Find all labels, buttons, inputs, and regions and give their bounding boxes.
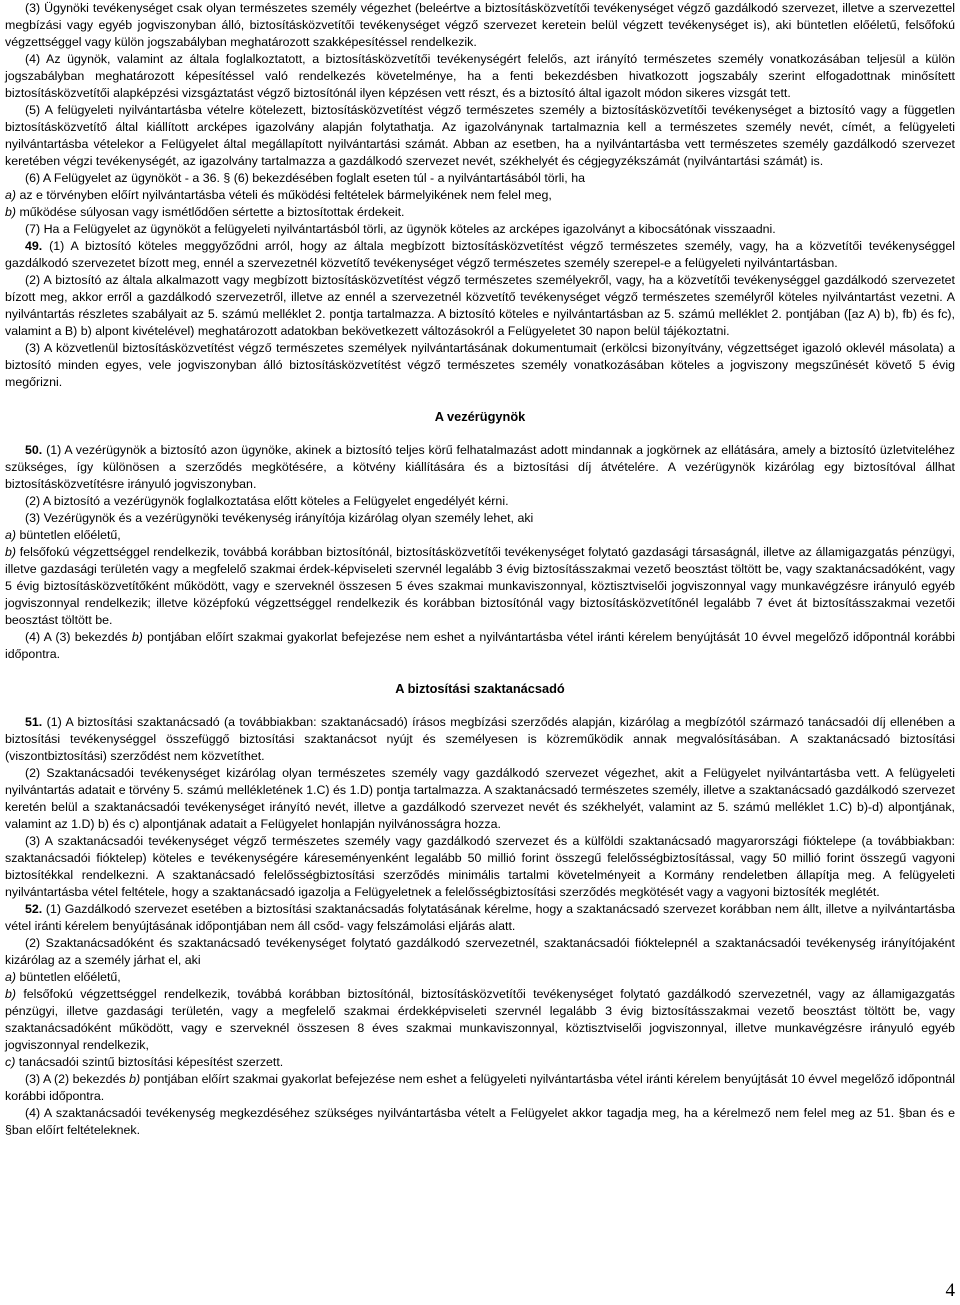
list-item-text: működése súlyosan vagy ismétlődően sértette a biztosítottak érdekeit. bbox=[16, 205, 405, 219]
paragraph bbox=[5, 1071, 955, 1105]
reference-label: b) bbox=[131, 630, 143, 644]
list-item-label: b) bbox=[5, 987, 17, 1001]
section-paragraph bbox=[5, 442, 955, 493]
section-text: (1) A biztosító köteles meggyőződni arról, hogy az általa megbízott biztosításközvetítést végző természetes személy, vagy, ha a közvetítői tevékenységgel gazdálkodó szervezetet bízott meg, ennél a szervezetnél közvetítő tevékenységet végző természetes személy szerepel-e a felügyeleti nyilvántartásban. bbox=[5, 239, 955, 270]
list-item-text: tanácsadói szintű biztosítási képesítést szerzett. bbox=[15, 1055, 284, 1069]
list-item-label: a) bbox=[5, 188, 17, 202]
list-item-text: felsőfokú végzettséggel rendelkezik, továbbá korábban biztosítónál, biztosításközvetítői tevékenységet folytató gazdálkodó szervezetnél, vagy az államigazgatás pénzügyi, illetve gazdasági területén, vagy a megfelelő szakmai érdekképviseleti szervnél legalább 3 évig biztosításszakmai vezető beosztást töltött be, vagy szaktanácsadóként működött, vagy e szerveknél összesen 8 éves szakmai munkaviszonnyal, köztisztviselői jogviszonnyal, illetve munkavégzésre irányuló egyéb jogviszonnyal rendelkezik, bbox=[5, 987, 955, 1052]
section-paragraph bbox=[5, 238, 955, 272]
section-text: (1) A biztosítási szaktanácsadó (a továbbiakban: szaktanácsadó) írásos megbízási szerződés alapján, kizárólag a megbízótól származó tanácsadói díj ellenében a biztosítási tevékenységgel összefüggő biztosítási szaktanácsot nyújt és személyesen is közreműködik annak megvalósításában. A szaktanácsadó biztosítási (viszontbiztosítási) szerződést nem közvetíthet. bbox=[5, 715, 955, 763]
paragraph: (2) Szaktanácsadói tevékenységet kizárólag olyan természetes személy vagy gazdálkodó szervezet végezhet, akit a Felügyelet nyilvántartásba vett. A felügyeleti nyilvántartás adatait e törvény 5. számú mellékletének 1.C) és 1.D) pontja tartalmazza. A szaktanácsadó természetes személy, illetve a szaktanácsadó gazdálkodó szervezet keretén belül a szaktanácsadói tevékenységet irányító nevét, illetve a gazdálkodó szervezet nevét és székhelyét, valamint az 5. számú melléklet 1.C) b)-d) alpontjának, valamint az 1.D) b) és c) alpontjának adatait a Felügyelet honlapján nyilvánosságra hozza. bbox=[5, 766, 955, 831]
list-item bbox=[5, 969, 955, 986]
section-paragraph bbox=[5, 901, 955, 935]
paragraph-lead: (4) A (3) bekezdés bbox=[25, 630, 132, 644]
section-text: (1) Gazdálkodó szervezet esetében a biztosítási szaktanácsadás folytatásának kérelme, hogy a szaktanácsadó szervezet korábban nem állt, illetve a nyilvántartásba vétel iránti kérelem benyújtásának időpontjában nem áll csőd- vagy felszámolási eljárás alatt. bbox=[5, 902, 955, 933]
list-item-label: a) bbox=[5, 528, 17, 542]
paragraph: (3) Vezérügynök és a vezérügynöki tevékenység irányítója kizárólag olyan személy lehet, aki bbox=[25, 511, 534, 525]
list-item bbox=[5, 986, 955, 1054]
paragraph bbox=[5, 629, 955, 663]
paragraph-text: pontjában előírt szakmai gyakorlat befejezése nem eshet a felügyeleti nyilvántartásba vétel iránti kérelem benyújtását 10 évvel megelőző időpontnál korábbi időpontra. bbox=[5, 1072, 955, 1103]
list-item bbox=[5, 527, 955, 544]
list-item-text: büntetlen előéletű, bbox=[16, 528, 121, 542]
paragraph: (6) A Felügyelet az ügynököt - a 36. § (6) bekezdésében foglalt eseten túl - a nyilvántartásából törli, ha bbox=[25, 171, 585, 185]
section-heading: A vezérügynök bbox=[434, 409, 526, 424]
list-item-text: az e törvényben előírt nyilvántartásba vételi és működési feltételek bármelyikének nem felel meg, bbox=[16, 188, 552, 202]
paragraph: (2) Szaktanácsadóként és szaktanácsadó tevékenységet folytató gazdálkodó szervezetnél, szaktanácsadói fióktelepnél a szaktanácsadói tevékenység irányítójaként kizárólag az a személy járhat el, aki bbox=[5, 936, 955, 967]
paragraph: (2) A biztosító az általa alkalmazott vagy megbízott biztosításközvetítést végző természetes személyekről, vagy, ha a közvetítői tevékenységgel gazdálkodó szervezetet bízott meg, akkor erről a gazdálkodó szervezetről, illetve az ennél a szervezetnél közvetítő tevékenységet végző természetes személyről köteles nyilvántartást vezetni. A nyilvántartás részletes szabályait az 5. számú melléklet 2. pontja tartalmazza. A biztosító köteles e nyilvántartásban az 5. számú melléklet 2. pontjában ([az A) b), fb) és fc), valamint a B) b) alpont kivételével) meghatározott adatokban bekövetkezett változásokról a Felügyeletet 30 napon belül tájékoztatni. bbox=[5, 273, 955, 338]
paragraph: (5) A felügyeleti nyilvántartásba vételre kötelezett, biztosításközvetítést végző természetes személy a biztosításközvetítői tevékenységet a biztosító vagy a független biztosításközvetítő által kiállított arcképes igazolvány alapján folytathatja. Az igazolványnak tartalmaznia kell a természetes személy nevét, címét, a felügyeleti nyilvántartásba vételekor a Felügyelet által megállapított nyilvántartási számát. Abban az esetben, ha a nyilvántartásba vett természetes személy gazdálkodó szervezet keretében végzi tevékenységét, az igazolvány tartalmazza a gazdálkodó szervezet nevét, székhelyét és cégjegyzékszámát (nyilvántartási számát) is. bbox=[5, 103, 955, 168]
paragraph-text: pontjában előírt szakmai gyakorlat befejezése nem eshet a nyilvántartásba vétel iránti kérelem benyújtását 10 évvel megelőző időpontnál korábbi időpontra. bbox=[5, 630, 955, 661]
paragraph: (3) A közvetlenül biztosításközvetítést végző természetes személyek nyilvántartásának dokumentumait (erkölcsi bizonyítvány, végzettséget igazoló oklevél másolata) a biztosító minden egyes, vele jogviszonyban álló biztosításközvetítést végző természetes személy vonatkozásában köteles a jogviszony megszűnését követő 5 évig megőrizni. bbox=[5, 341, 955, 389]
reference-label: b) bbox=[129, 1072, 141, 1086]
section-paragraph bbox=[5, 714, 955, 765]
list-item-label: c) bbox=[5, 1055, 16, 1069]
list-item bbox=[5, 544, 955, 629]
section-heading: A biztosítási szaktanácsadó bbox=[395, 681, 565, 696]
list-item-label: b) bbox=[5, 205, 17, 219]
list-item bbox=[5, 1054, 955, 1071]
list-item-label: b) bbox=[5, 545, 17, 559]
section-number: 50. bbox=[25, 443, 43, 457]
list-item-text: felsőfokú végzettséggel rendelkezik, továbbá korábban biztosítónál, biztosításközvetítői tevékenységet folytató gazdasági társaságnál, illetve az államigazgatás pénzügyi, illetve gazdasági területén vagy a megfelelő szakmai érdek-képviseleti szervnél legalább 3 évig biztosításszakmai vezető beosztást töltött be, vagy szaktanácsadóként, vagy 5 évig biztosításközvetítőként működött, vagy e szerveknél összesen 5 éves szakmai munkaviszonnyal, köztisztviselői jogviszonnyal vagy munkavégzésre irányuló egyéb jogviszonnyal rendelkezik; illetve középfokú végzettséggel rendelkezik és korábban biztosítónál vagy biztosításközvetítőnél legalább 7 évet át biztosításszakmai vezetői beosztást töltött be. bbox=[5, 545, 955, 627]
section-number: 51. bbox=[25, 715, 43, 729]
list-item-text: büntetlen előéletű, bbox=[16, 970, 121, 984]
page-number: 4 bbox=[945, 1280, 955, 1301]
paragraph: (2) A biztosító a vezérügynök foglalkoztatása előtt köteles a Felügyelet engedélyét kérni. bbox=[25, 494, 509, 508]
section-number: 49. bbox=[25, 239, 43, 253]
list-item bbox=[5, 187, 955, 204]
list-item bbox=[5, 204, 955, 221]
section-number: 52. bbox=[25, 902, 43, 916]
paragraph-lead: (3) A (2) bekezdés bbox=[25, 1072, 130, 1086]
paragraph: (3) A szaktanácsadói tevékenységet végző természetes személy vagy gazdálkodó szervezet és a külföldi szaktanácsadó magyarországi fióktelepe (a továbbiakban: szaktanácsadói fióktelep) köteles e tevékenységére káreseményenként legalább 50 millió forint összegű felelősségbiztosítással, vagy 50 millió forint összegű vagyoni biztosítékkal rendelkezni. A szaktanácsadó felelősségbiztosítási szerződés minimális tartalmi követelményeit a Kormány rendeletben állapítja meg. A felügyeleti nyilvántartásba vétel feltétele, hogy a szaktanácsadó igazolja a Felügyeletnek a felelősségbiztosítási szerződés megkötését vagy a vagyoni biztosíték meglétét. bbox=[5, 834, 955, 899]
paragraph: (4) A szaktanácsadói tevékenység megkezdéséhez szükséges nyilvántartásba vételt a Felügyelet akkor tagadja meg, ha a kérelmező nem felel meg az 51. §ban és e §ban előírt feltételeknek. bbox=[5, 1106, 955, 1137]
paragraph: (4) Az ügynök, valamint az általa foglalkoztatott, a biztosításközvetítői tevékenységért felelős, azt irányító természetes személy vonatkozásában teljesül a külön jogszabályban meghatározott képesítéssel való rendelkezés követelménye, ha a fenti bekezdésben hivatkozott jogszabály szerint elfogadottnak minősített biztosításközvetítői alapképzési vizsgáztatást végző biztosítónál ilyen képzésen vett részt, és a biztosító által igazolt módon sikeres vizsgát tett. bbox=[5, 52, 955, 100]
paragraph: (3) Ügynöki tevékenységet csak olyan természetes személy végezhet (beleértve a biztosításközvetítői tevékenységet végző gazdálkodó szervezet, illetve a szervezettel megbízási vagy egyéb jogviszonyban álló, biztosításközvetítői tevékenységet végző szervezet keretein belül végzett tevékenységet is), aki büntetlen előéletű, felsőfokú végzettséggel vagy külön jogszabályban meghatározott szakképesítéssel rendelkezik. bbox=[5, 1, 955, 49]
section-text: (1) A vezérügynök a biztosító azon ügynöke, akinek a biztosító teljes körű felhatalmazást adott mindannak a jogkörnek az ellátására, amely a biztosító üzletviteléhez szükséges, így különösen a szerződés megkötésére, a kötvény kiállítására és a biztosítási díj átvételére. A vezérügynök kizárólag egy biztosítóval állhat biztosításközvetítésre irányuló jogviszonyban. bbox=[5, 443, 955, 491]
document-body bbox=[5, 0, 955, 1139]
list-item-label: a) bbox=[5, 970, 17, 984]
paragraph: (7) Ha a Felügyelet az ügynököt a felügyeleti nyilvántartásból törli, az ügynök köteles az arcképes igazolványt a kibocsátónak visszaadni. bbox=[25, 222, 776, 236]
